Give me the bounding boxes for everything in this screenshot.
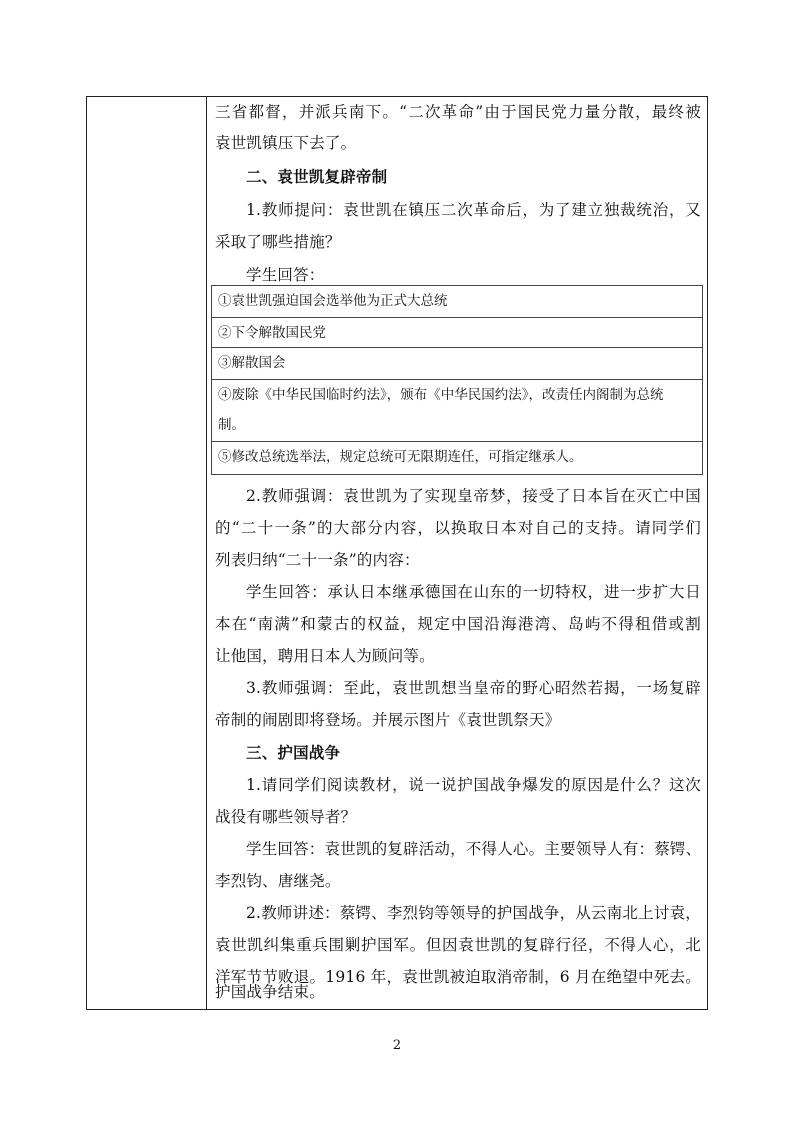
paragraph-line: 护国战争结束。 (215, 983, 325, 1001)
paragraph-line: 战役有哪些领导者？ (215, 808, 357, 826)
measures-table (211, 285, 703, 475)
paragraph-line: 3.教师强调：至此，袁世凯想当皇帝的野心昭然若揭，一场复辟 (246, 679, 701, 697)
paragraph-line: 学生回答： (246, 266, 325, 284)
left-column-cell (87, 97, 207, 1009)
page-number: 2 (392, 1038, 402, 1053)
section-heading: 二、袁世凯复辟帝制 (246, 168, 388, 186)
paragraph-line: 三省都督，并派兵南下。“二次革命”由于国民党力量分散，最终被 (215, 103, 701, 121)
paragraph-line: 1.教师提问：袁世凯在镇压二次革命后，为了建立独裁统治，又 (246, 201, 701, 219)
table-row: ③解散国会 (212, 348, 702, 380)
paragraph-line: 本在“南满”和蒙古的权益，规定中国沿海港湾、岛屿不得租借或割 (215, 615, 701, 633)
paragraph-line: 李烈钧、唐继尧。 (215, 872, 341, 890)
paragraph-line: 列表归纳“二十一条”的内容： (215, 551, 420, 569)
paragraph-line: 袁世凯镇压下去了。 (215, 134, 357, 152)
paragraph-line: 学生回答：承认日本继承德国在山东的一切特权，进一步扩大日 (246, 583, 701, 601)
table-row: ②下令解散国民党 (212, 318, 702, 348)
paragraph-line: 学生回答：袁世凯的复辟活动，不得人心。主要领导人有：蔡锷、 (246, 840, 702, 858)
table-row: ①袁世凯强迫国会选举他为正式大总统 (212, 286, 702, 318)
paragraph-line: 让他国，聘用日本人为顾问等。 (215, 647, 435, 665)
paragraph-line: 帝制的闹剧即将登场。并展示图片《袁世凯祭天》 (215, 711, 561, 729)
paragraph-line: 1.请同学们阅读教材，说一说护国战争爆发的原因是什么？这次 (246, 776, 701, 794)
paragraph-line: 洋军节节败退。1916 年，袁世凯被迫取消帝制，6 月在绝望中死去。 (215, 968, 701, 986)
paragraph-line: 袁世凯纠集重兵围剿护国军。但因袁世凯的复辟行径，不得人心，北 (215, 936, 701, 954)
section-heading: 三、护国战争 (246, 744, 341, 762)
lesson-table (86, 96, 708, 1010)
table-row: ④废除《中华民国临时约法》，颁布《中华民国约法》，改责任内阁制为总统 制。 (212, 380, 702, 442)
paragraph-line: 采取了哪些措施？ (215, 233, 341, 251)
table-row: ⑤修改总统选举法，规定总统可无限期连任，可指定继承人。 (218, 449, 583, 465)
paragraph-line: 2.教师强调：袁世凯为了实现皇帝梦，接受了日本旨在灭亡中国 (246, 487, 701, 505)
paragraph-line: 2.教师讲述：蔡锷、李烈钧等领导的护国战争，从云南北上讨袁， (246, 904, 701, 922)
paragraph-line: 的“二十一条”的大部分内容，以换取日本对自己的支持。请同学们 (215, 519, 701, 537)
